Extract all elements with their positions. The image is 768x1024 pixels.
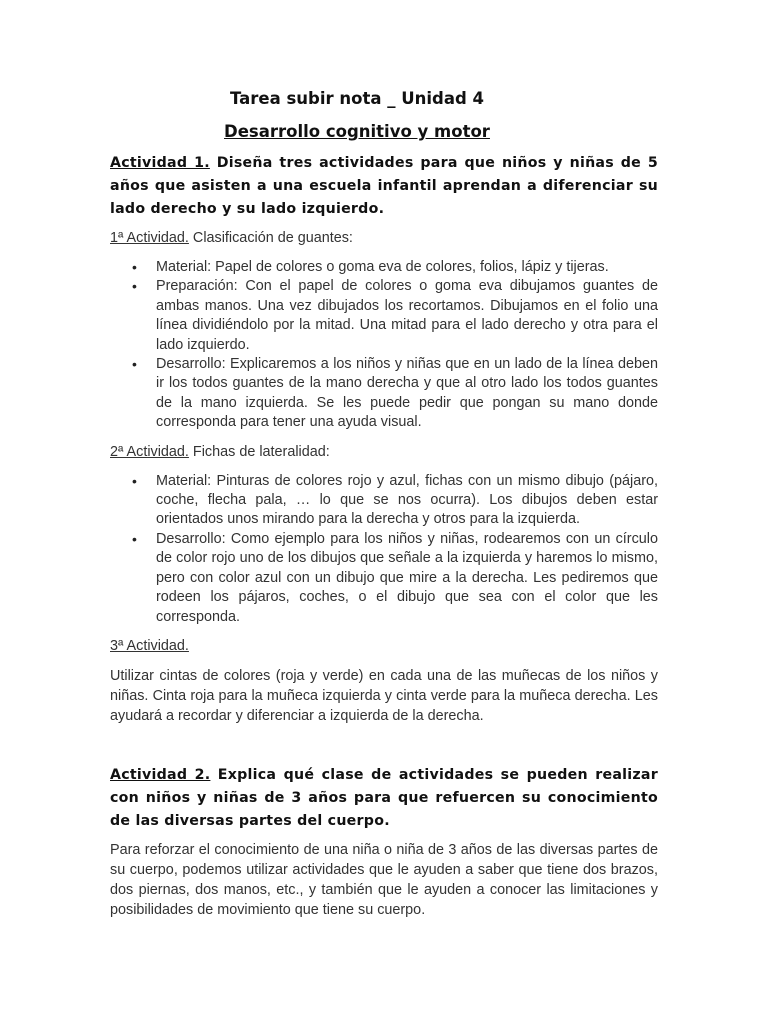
sub-activity-3-text: Utilizar cintas de colores (roja y verde) en cada una de las muñecas de los niños y niñas. Cinta roja para la muñeca izquierda y cinta verde para la muñeca derecha. Les ayudará a recordar y diferenciar a izquierda de la derecha. [110, 667, 658, 724]
activity-1-sub-2-heading [110, 442, 658, 462]
sub-activity-2-list [110, 472, 658, 627]
list-item-text: Material: Papel de colores o goma eva de colores, folios, lápiz y tijeras. [156, 259, 609, 275]
activity-1-label: Actividad 1. [110, 155, 210, 171]
list-item [110, 258, 658, 277]
list-item-text: Preparación: Con el papel de colores o goma eva dibujamos guantes de ambas manos. Una vez dibujados los recortamos. Dibujamos en el folio una línea dividiéndolo por la mitad. Una mitad para el lado derecho y otra para el lado izquierdo. [156, 278, 658, 353]
bullet-icon: • [132, 259, 137, 275]
document-subtitle [110, 121, 658, 143]
document-page [110, 88, 658, 930]
list-item-text: Desarrollo: Explicaremos a los niños y niñas que en un lado de la línea deben ir los todos guantes de la mano derecha y que al otro lado los todos guantes de la mano izquierda. Se les puede pedir que pongan su mano donde corresponda para tener una ayuda visual. [156, 356, 658, 431]
list-item [110, 472, 658, 530]
activity-1-sub-3-heading [110, 636, 658, 656]
list-item [110, 277, 658, 355]
activity-1-question [110, 152, 658, 221]
activity-1-sub-1-heading [110, 228, 658, 248]
sub-activity-2-label: 2ª Actividad. [110, 443, 189, 460]
sub-activity-3-label: 3ª Actividad. [110, 637, 189, 654]
sub-activity-2-title: Fichas de lateralidad: [188, 443, 330, 460]
bullet-icon: • [132, 530, 137, 547]
sub-activity-1-label: 1ª Actividad. [110, 230, 189, 246]
document-subtitle-text: Desarrollo cognitivo y motor [224, 122, 490, 141]
sub-activity-1-list [110, 258, 658, 433]
activity-2-text: Para reforzar el conocimiento de una niña o niña de 3 años de las diversas partes de su cuerpo, podemos utilizar actividades que le ayuden a saber que tiene dos brazos, dos piernas, dos manos, etc., y también que le ayuden a conocer las limitaciones y posibilidades de movimiento que tiene su cuerpo. [110, 841, 658, 918]
bullet-icon: • [132, 278, 137, 295]
bullet-icon: • [132, 356, 137, 373]
list-item [110, 355, 658, 433]
sub-activity-1-title: Clasificación de guantes: [188, 230, 353, 246]
list-item-text: Material: Pinturas de colores rojo y azul, fichas con un mismo dibujo (pájaro, coche, flecha pala, … lo que se nos ocurra). Los dibujos deben estar orientados unos mirando para la derecha y otros para la izquierda. [156, 472, 658, 528]
activity-1-question-text: Diseña tres actividades para que niños y niñas de 5 años que asisten a una escuela infantil aprendan a diferenciar su lado derecho y su lado izquierdo. [110, 155, 658, 217]
document-title: Tarea subir nota _ Unidad 4 [230, 89, 485, 108]
list-item [110, 530, 658, 627]
section-spacer [110, 736, 658, 764]
activity-2-label: Actividad 2. [110, 766, 211, 783]
activity-2-question-text: Explica qué clase de actividades se pueden realizar con niños y niñas de 3 años para que refuercen su conocimiento de las diversas partes del cuerpo. [110, 766, 658, 829]
list-item-text: Desarrollo: Como ejemplo para los niños y niñas, rodearemos con un círculo de color rojo uno de los dibujos que señale a la izquierda y haremos lo mismo, pero con color azul con un dibujo que mire a la derecha. Les pediremos que rodeen los pájaros, coches, o el dibujo que sea con el color que les corresponda. [156, 530, 658, 625]
bullet-icon: • [132, 472, 137, 489]
activity-2-question [110, 764, 658, 833]
